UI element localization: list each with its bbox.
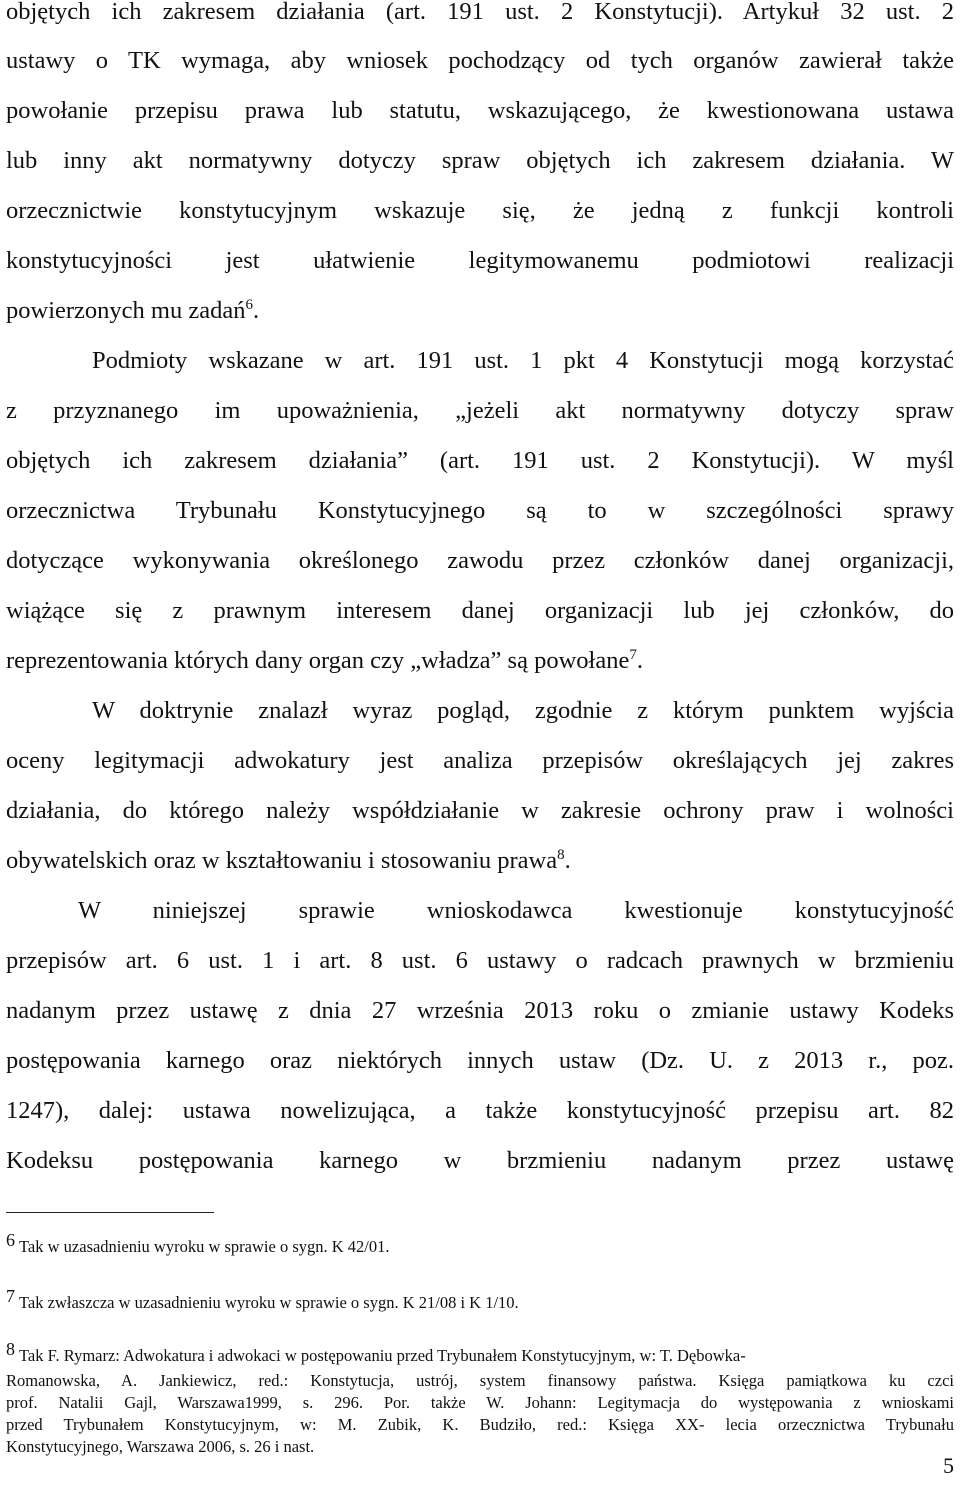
footnote-ref-6[interactable]: 6 xyxy=(245,296,253,313)
body-line: orzecznictwa Trybunału Konstytucyjnego są to w szczególności sprawy xyxy=(6,497,954,524)
body-line: W doktrynie znalazł wyraz pogląd, zgodnie z którym punktem wyjścia xyxy=(92,697,954,724)
footnote-number: 8 xyxy=(6,1338,15,1359)
footnote-text: Tak F. Rymarz: Adwokatura i adwokaci w postępowaniu przed Trybunałem Konstytucyjnym, w: T. Dębowka- xyxy=(19,1346,746,1365)
body-line-text: powierzonych mu zadań xyxy=(6,297,246,324)
footnote-8 xyxy=(6,1338,956,1367)
period: . xyxy=(636,647,643,674)
body-line: oceny legitymacji adwokatury jest analiza przepisów określających jej zakres xyxy=(6,747,954,774)
body-line: orzecznictwie konstytucyjnym wskazuje się, że jedną z funkcji kontroli xyxy=(6,197,954,224)
body-line: dotyczące wykonywania określonego zawodu przez członków danej organizacji, xyxy=(6,547,954,574)
footnote-7 xyxy=(6,1285,956,1314)
body-line: powołanie przepisu prawa lub statutu, wskazującego, że kwestionowana ustawa xyxy=(6,97,954,124)
footnote-ref-7[interactable]: 7 xyxy=(629,646,637,663)
footnote-8-line: przed Trybunałem Konstytucyjnym, w: M. Zubik, K. Budziło, red.: Księga XX- lecia orzecznictwa Trybunału xyxy=(6,1415,954,1434)
body-line: Podmioty wskazane w art. 191 ust. 1 pkt 4 Konstytucji mogą korzystać xyxy=(92,347,954,374)
body-line: działania, do którego należy współdziałanie w zakresie ochrony praw i wolności xyxy=(6,797,954,824)
footnote-6 xyxy=(6,1229,956,1258)
body-line xyxy=(6,646,954,676)
body-line: postępowania karnego oraz niektórych innych ustaw (Dz. U. z 2013 r., poz. xyxy=(6,1047,954,1074)
period: . xyxy=(564,847,571,874)
footnote-ref-8[interactable]: 8 xyxy=(557,846,565,863)
footnote-8-line: Konstytucyjnego, Warszawa 2006, s. 26 i nast. xyxy=(6,1437,315,1456)
footnote-number: 7 xyxy=(6,1285,15,1306)
body-line: objętych ich zakresem działania (art. 191 ust. 2 Konstytucji). Artykuł 32 ust. 2 xyxy=(6,0,954,25)
footnote-text: Tak zwłaszcza w uzasadnieniu wyroku w sprawie o sygn. K 21/08 i K 1/10. xyxy=(19,1293,519,1312)
body-line: ustawy o TK wymaga, aby wniosek pochodzący od tych organów zawierał także xyxy=(6,47,954,74)
body-line: lub inny akt normatywny dotyczy spraw objętych ich zakresem działania. W xyxy=(6,147,954,174)
footnote-8-line: Romanowska, A. Jankiewicz, red.: Konstytucja, ustrój, system finansowy państwa. Księga pamiątkowa ku czci xyxy=(6,1371,954,1390)
body-line xyxy=(6,296,954,326)
footnote-text: Tak w uzasadnieniu wyroku w sprawie o sygn. K 42/01. xyxy=(19,1237,390,1256)
body-line: przepisów art. 6 ust. 1 i art. 8 ust. 6 ustawy o radcach prawnych w brzmieniu xyxy=(6,947,954,974)
period: . xyxy=(252,297,260,324)
body-line-text: reprezentowania których dany organ czy „władza” są powołane xyxy=(6,647,630,674)
body-line-text: obywatelskich oraz w kształtowaniu i stosowaniu prawa xyxy=(6,847,558,874)
footnote-8-line: prof. Natalii Gajl, Warszawa1999, s. 296. Por. także W. Johann: Legitymacja do występowania z wnioskami xyxy=(6,1393,954,1412)
footnote-number: 6 xyxy=(6,1229,15,1250)
body-line: konstytucyjności jest ułatwienie legitymowanemu podmiotowi realizacji xyxy=(6,247,954,274)
body-line: 1247), dalej: ustawa nowelizująca, a także konstytucyjność przepisu art. 82 xyxy=(6,1097,954,1124)
body-line: Kodeksu postępowania karnego w brzmieniu nadanym przez ustawę xyxy=(6,1147,954,1174)
body-line: nadanym przez ustawę z dnia 27 września 2013 roku o zmianie ustawy Kodeks xyxy=(6,997,954,1024)
page-number: 5 xyxy=(943,1453,954,1478)
body-line: objętych ich zakresem działania” (art. 191 ust. 2 Konstytucji). W myśl xyxy=(6,447,954,474)
body-line: z przyznanego im upoważnienia, „jeżeli akt normatywny dotyczy spraw xyxy=(6,397,954,424)
body-line xyxy=(6,846,954,876)
body-line: wiążące się z prawnym interesem danej organizacji lub jej członków, do xyxy=(6,597,954,624)
body-line: W niniejszej sprawie wnioskodawca kwestionuje konstytucyjność xyxy=(78,897,954,924)
footnote-separator xyxy=(6,1212,214,1213)
